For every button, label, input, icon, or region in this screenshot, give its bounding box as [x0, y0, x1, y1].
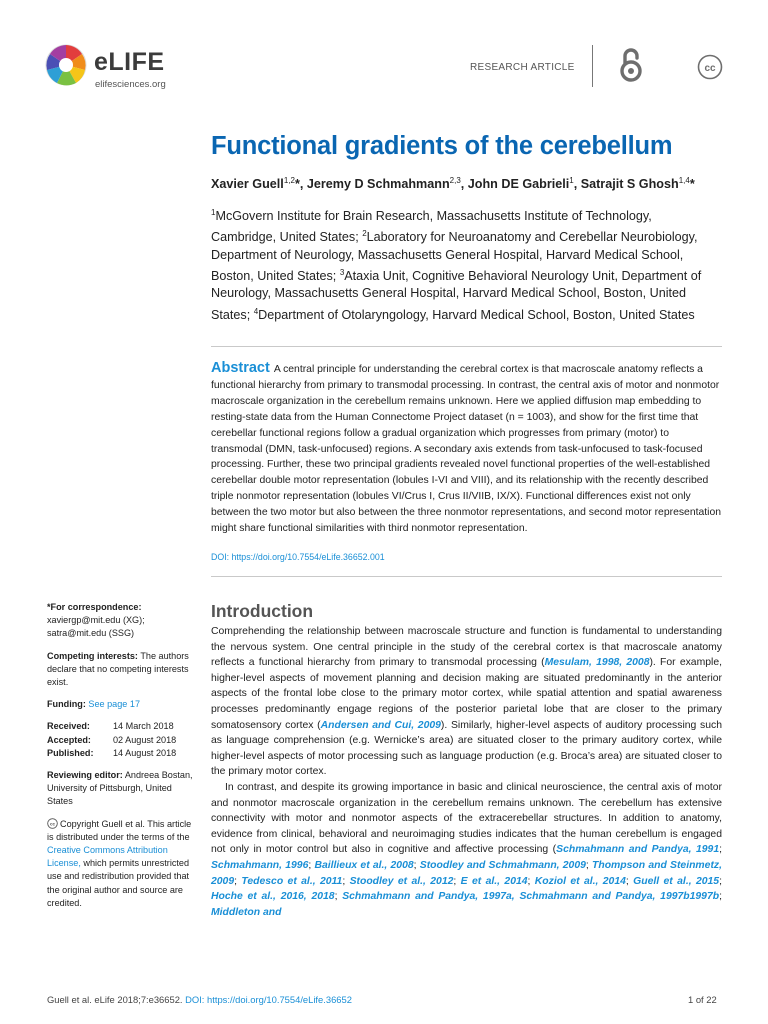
published-date: 14 August 2018 [113, 747, 177, 758]
published-label: Published: [47, 747, 94, 758]
author-name[interactable]: John DE Gabrieli [467, 177, 570, 192]
body-text: ; [334, 891, 343, 903]
logo-wordmark: eLIFE [94, 48, 165, 76]
citation-link[interactable]: Mesulam, 1998, 2008 [544, 657, 650, 669]
author-list [211, 176, 695, 191]
body-text: In contrast, and despite its growing importance in basic and clinical neuroscience, the central axis of motor and nonmotor macroscale organization in the cerebellum remains unknown. The cerebellum has extensive connectivity with motor and nonmotor aspects of the extracerebellar structures. In addition to anatomy, evidence from clinical, behavioral and neuroimaging studies indicates that the human cerebellum is engaged not only in motor control but also in cognitive and affective processing ( [211, 781, 722, 856]
body-text: ; [719, 875, 722, 887]
abstract-top-rule [211, 346, 722, 347]
affiliation-text: Department of Otolaryngology, Harvard Medical School, Boston, United States [258, 307, 695, 322]
affiliation-text: McGovern Institute for Brain Research, Massachusetts Institute of Technology, Cambridge, United States; [211, 209, 652, 245]
intro-paragraph-2 [211, 780, 722, 920]
author-name[interactable]: Jeremy D Schmahmann [306, 177, 450, 192]
body-text: ; [625, 875, 634, 887]
body-text: ; [527, 875, 535, 887]
body-text: Comprehending the relationship between macroscale structure and function is fundamental to understanding the nervous system. One central principle in the study of the cerebral cortex is that macroscale anatomy reflects a functional hierarchy from primary to transmodal processing ( [211, 626, 722, 669]
author-separator: , [299, 177, 307, 192]
body-text: ; [719, 844, 723, 856]
citation-link[interactable]: Schmahmann, 1996 [211, 859, 309, 871]
citation-link[interactable]: Stoodley et al., 2012 [349, 875, 454, 887]
citation-link[interactable]: Baillieux et al., 2008 [314, 859, 414, 871]
affiliations [211, 204, 711, 324]
correspondence [47, 601, 197, 641]
citation-link[interactable]: Thompson and Steinmetz, 2009 [211, 859, 722, 887]
citation-link[interactable]: Stoodley and Schmahmann, 2009 [419, 859, 586, 871]
competing-label: Competing interests: [47, 650, 138, 661]
affiliation-number: 2 [362, 229, 367, 239]
elife-logo-icon [44, 42, 88, 88]
accepted-label: Accepted: [47, 734, 91, 745]
author-name[interactable]: Satrajit S Ghosh [580, 177, 679, 192]
author-affiliation-marks: 1,4 [678, 176, 690, 185]
citation-link[interactable]: Schmahmann and Pandya, 1997a, Schmahmann and Pandya, 1997b1997b [342, 891, 720, 903]
article-sidebar [47, 601, 197, 919]
body-text: ; [308, 859, 315, 871]
citation-link[interactable]: Hoche et al., 2016, 2018 [211, 891, 335, 903]
correspondence-email-1[interactable]: xaviergp@mit.edu (XG); [47, 615, 145, 626]
author-affiliation-marks: 1 [569, 176, 574, 185]
abstract [211, 361, 722, 537]
affiliation-number: 1 [211, 208, 216, 217]
introduction-body [211, 624, 722, 920]
abstract-text: A central principle for understanding the cerebral cortex is that macroscale anatomy reflects a functional hierarchy from primary to transmodal processing. In contrast, the central axis of motor and nonmotor macroscale organization in the cerebellum remains unknown. Here we applied diffusion map embedding to resting-state data from the Human Connectome Project dataset (n = 1003), and show for the first time that cerebellar functional regions follow a gradual organization which progresses from primary (motor) to transmodal (DMN, task-unfocused) regions. A secondary axis extends from task-unfocused to task-focused processing. Further, these two principal gradients revealed novel functional properties of the well-established cerebellar double motor representation (lobules I-VI and VIII), and its relationship with the recently described triple nonmotor representation (lobules VI/Crus I, Crus II/VIIB, IX/X). Functional differences exist not only between the two motor but also between the three nonmotor representations, and second motor representation might share functional similarities with third nonmotor representation. [211, 364, 722, 535]
corresponding-author-mark: * [689, 177, 695, 192]
footer-doi-link[interactable]: DOI: https://doi.org/10.7554/eLife.36652 [185, 994, 352, 1005]
corresponding-author-mark: * [294, 177, 300, 192]
body-text: ). For example, higher-level aspects of movement planning and decision making are situated predominantly in the anterior aspects of the frontal lobe close to the primary motor cortex, while spatial attention and spatial awareness processes predominantly engage regions of the posterior parietal lobe that are closer to the primary somatosensory cortex ( [211, 657, 722, 731]
cc-icon-text: cc [704, 63, 716, 74]
body-text: ; [413, 859, 420, 871]
correspondence-email-2[interactable]: satra@mit.edu (SSG) [47, 628, 135, 639]
intro-paragraph-1 [211, 624, 722, 780]
copyright-cc-icon [47, 818, 58, 829]
body-text: ). Similarly, higher-level aspects of auditory processing such as language comprehension (e.g. Wernicke’s area) are situated closer to the primary auditory cortex, while higher-level aspects of motor processing such as language production (e.g. Broca’s area) are situated closer to the primary motor cortex. [211, 719, 722, 778]
citation-link[interactable]: Andersen and Cui, 2009 [320, 719, 441, 731]
affiliation-number: 4 [253, 306, 259, 316]
received-label: Received: [47, 721, 90, 732]
competing-text: The authors declare that no competing interests exist. [47, 650, 189, 688]
affiliation-text: Laboratory for Neuroanatomy and Cerebellar Neurobiology, Department of Neurology, Massachusetts General Hospital, Harvard Medical School, Boston, United States; [211, 230, 698, 284]
page-number: 1 of 22 [688, 994, 717, 1005]
body-text: ; [342, 875, 350, 887]
copyright [47, 818, 197, 910]
author-name[interactable]: Xavier Guell [211, 177, 284, 192]
body-text: ; [585, 859, 593, 871]
abstract-bottom-rule [211, 576, 722, 577]
competing-interests [47, 650, 197, 690]
citation-link[interactable]: Middleton and [211, 906, 282, 918]
introduction-heading: Introduction [211, 601, 314, 621]
editor-label: Reviewing editor: [47, 770, 123, 781]
license-tail: which permits unrestricted use and redistribution provided that the original author and source are credited. [47, 858, 190, 908]
received-date: 14 March 2018 [113, 721, 174, 732]
correspondence-label: *For correspondence: [47, 602, 142, 612]
footer-citation [47, 994, 352, 1005]
author-separator: , [460, 177, 468, 192]
editor-text: Andreea Bostan, University of Pittsburgh, United States [47, 770, 193, 807]
abstract-doi-link[interactable]: DOI: https://doi.org/10.7554/eLife.36652.001 [211, 552, 385, 562]
elife-logo[interactable] [44, 42, 254, 92]
citation-link[interactable]: Tedesco et al., 2011 [241, 875, 343, 887]
author-affiliation-marks: 2,3 [449, 176, 461, 185]
body-text: ; [719, 891, 722, 903]
reviewing-editor [47, 769, 197, 809]
article-type-label: RESEARCH ARTICLE [470, 62, 575, 73]
article-title: Functional gradients of the cerebellum [211, 132, 673, 160]
dates [47, 720, 197, 760]
body-text: ; [453, 875, 461, 887]
copyright-text: Copyright Guell et al. This article is distributed under the terms of the [47, 818, 192, 842]
author-separator: , [573, 177, 581, 192]
logo-url[interactable]: elifesciences.org [95, 79, 166, 90]
abstract-label: Abstract [211, 360, 270, 376]
author-affiliation-marks: 1,2 [283, 176, 295, 185]
creative-commons-icon[interactable] [697, 54, 723, 80]
affiliation-text: Ataxia Unit, Cognitive Behavioral Neurology Unit, Department of Neurology, Massachusetts General Hospital, Harvard Medical School, Boston, United States; [211, 269, 702, 322]
footer-citation-text: Guell et al. eLife 2018;7:e36652. [47, 994, 183, 1005]
funding-label: Funding: [47, 699, 86, 710]
accepted-date: 02 August 2018 [113, 734, 177, 745]
citation-link[interactable]: E et al., 2014 [460, 875, 528, 887]
funding-link[interactable]: See page 17 [88, 699, 141, 710]
license-link[interactable]: Creative Commons Attribution License, [47, 845, 168, 869]
header-divider [592, 45, 593, 87]
funding [47, 698, 197, 711]
copyright-cc-text: cc [49, 821, 56, 827]
open-access-icon[interactable] [617, 47, 645, 83]
citation-link[interactable]: Koziol et al., 2014 [534, 875, 626, 887]
citation-link[interactable]: Schmahmann and Pandya, 1991 [556, 844, 720, 856]
affiliation-number: 3 [339, 267, 345, 277]
body-text: ; [234, 875, 242, 887]
citation-link[interactable]: Guell et al., 2015 [633, 875, 720, 887]
